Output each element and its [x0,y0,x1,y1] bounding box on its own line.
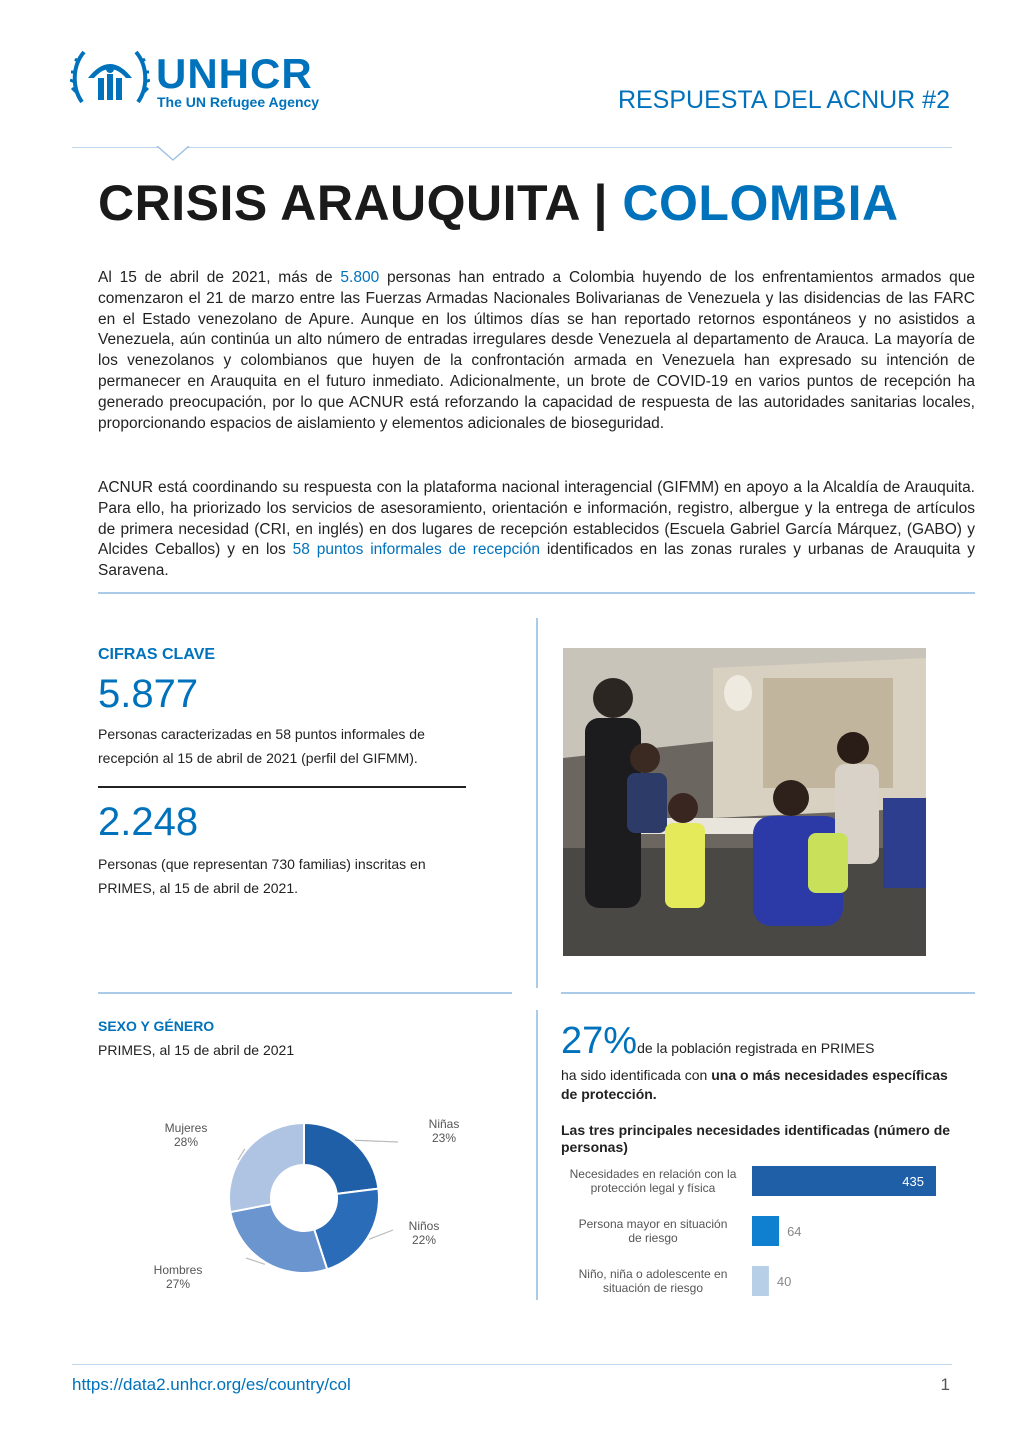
section-divider [98,592,975,594]
vertical-divider-2 [536,1010,538,1300]
page-number: 1 [940,1375,950,1394]
needs-bar-category-3: Niño, niña o adolescente en situación de riesgo [578,1267,728,1295]
intro-p2-text: ACNUR está coordinando su respuesta con la plataforma nacional interagencial (GIFMM) en apoyo a la Alcaldía de Arauquita. Para ello, ha priorizado los servicios de asesoramiento, orientación e información, registro, albergue y la entrega de artículos de primera necesidad (CRI, en inglés) en dos lugares de recepción establecidos (Escuela Gabriel García Márquez, (GABO) y Alcides Ceballos) y en los [98,479,975,559]
donut-label-mujeres: Mujeres 28% [164,1121,208,1149]
needs-bar-value-1: 435 [902,1174,924,1189]
donut-slice-mujeres [229,1123,304,1212]
report-tag: RESPUESTA DEL ACNUR #2 [617,86,950,114]
header-divider [72,147,952,148]
donut-label-hombres: Hombres 27% [153,1263,203,1291]
donut-slice-niñas [304,1123,378,1194]
needs-chart-title: Las tres principales necesidades identificadas (número de personas) [561,1122,951,1155]
needs-bar-value-2: 64 [787,1224,802,1239]
unhcr-logo[interactable] [70,44,350,114]
logo-text: UNHCR [156,50,313,97]
needs-bar-3 [752,1266,769,1296]
protection-text-2-bold: una o más necesidades específicas de protección. [561,1067,948,1102]
intro-highlight-number: 5.800 [340,269,380,286]
page-title [98,174,899,232]
intro-p1-text: Al 15 de abril de 2021, más de [98,269,341,286]
intro-p2-text-cont: identificados en las zonas rurales y urbanas de Arauquita y Saravena. [98,541,975,580]
figure-divider [98,786,466,788]
logo-subtitle: The UN Refugee Agency [157,94,320,110]
intro-paragraph-1 [98,268,975,434]
key-figure-2-desc: Personas (que representan 730 familias) inscritas en PRIMES, al 15 de abril de 2021. [98,856,426,896]
key-figures-label: CIFRAS CLAVE [98,646,216,663]
donut-leader-line [355,1140,398,1142]
needs-bar-category-1: Necesidades en relación con la protección legal y física [569,1167,737,1195]
key-figure-1-desc: Personas caracterizadas en 58 puntos informales de recepción al 15 de abril de 2021 (perfil del GIFMM). [98,726,425,766]
footer-url-link[interactable]: https://data2.unhcr.org/es/country/col [72,1375,351,1394]
protection-pct: 27% [561,1020,638,1062]
protection-text-2-lead: ha sido identificada con [561,1067,712,1083]
vertical-divider [536,618,538,988]
protection-text-2 [561,1066,961,1104]
intro-p1-text-cont: personas han entrado a Colombia huyendo de los enfrentamientos armados que comenzaron el 21 de marzo entre las Fuerzas Armadas Nacionales Bolivarianas de Venezuela y las disidencias de las FARC en el Estado venezolano de Apure. Aunque en los últimos días se han reportado retornos espontáneos y no asistidos a Venezuela, aún continúa un alto número de entradas irregulares desde Venezuela al departamento de Arauca. La mayoría de los venezolanos y colombianos que huyen de la confrontación armada en Venezuela han expresado su intención de permanecer en Arauquita en el futuro inmediato. Adicionalmente, un brote de COVID-19 en varios puntos de recepción ha generado preocupación, por lo que ACNUR está reforzando la capacidad de respuesta de las autoridades sanitarias locales, proporcionando espacios de aislamiento y elementos adicionales de bioseguridad. [98,269,975,432]
needs-bar-category-2: Persona mayor en situación de riesgo [578,1217,728,1245]
donut-leader-line [369,1230,393,1239]
donut-label-niñas: Niñas 23% [428,1117,460,1145]
needs-bar-2 [752,1216,779,1246]
unhcr-emblem-icon [70,44,150,114]
gender-donut-chart [98,1090,518,1300]
photo-illustration [563,648,926,956]
gender-label: SEXO Y GÉNERO [98,1018,215,1034]
footer-divider [72,1364,952,1365]
section-divider-left [98,992,512,994]
intro-paragraph-2 [98,478,975,582]
needs-bar-value-3: 40 [776,1274,792,1289]
donut-label-niños: Niños 22% [408,1219,440,1247]
title-part-crisis: CRISIS ARAUQUITA | [98,175,623,231]
protection-summary [561,1020,981,1063]
title-part-country: COLOMBIA [622,175,899,231]
needs-bar-chart [561,1158,975,1308]
protection-text-1: de la población registrada en PRIMES [637,1040,875,1056]
key-figure-2-value: 2.248 [98,800,199,844]
reception-photo [563,648,926,956]
reception-points-link[interactable]: 58 puntos informales de recepción [292,541,540,559]
donut-slice-hombres [230,1204,327,1273]
chevron-down-icon [156,146,190,162]
key-figure-1-value: 5.877 [98,672,199,716]
section-divider-right [561,992,975,994]
gender-subtitle: PRIMES, al 15 de abril de 2021 [98,1042,295,1058]
